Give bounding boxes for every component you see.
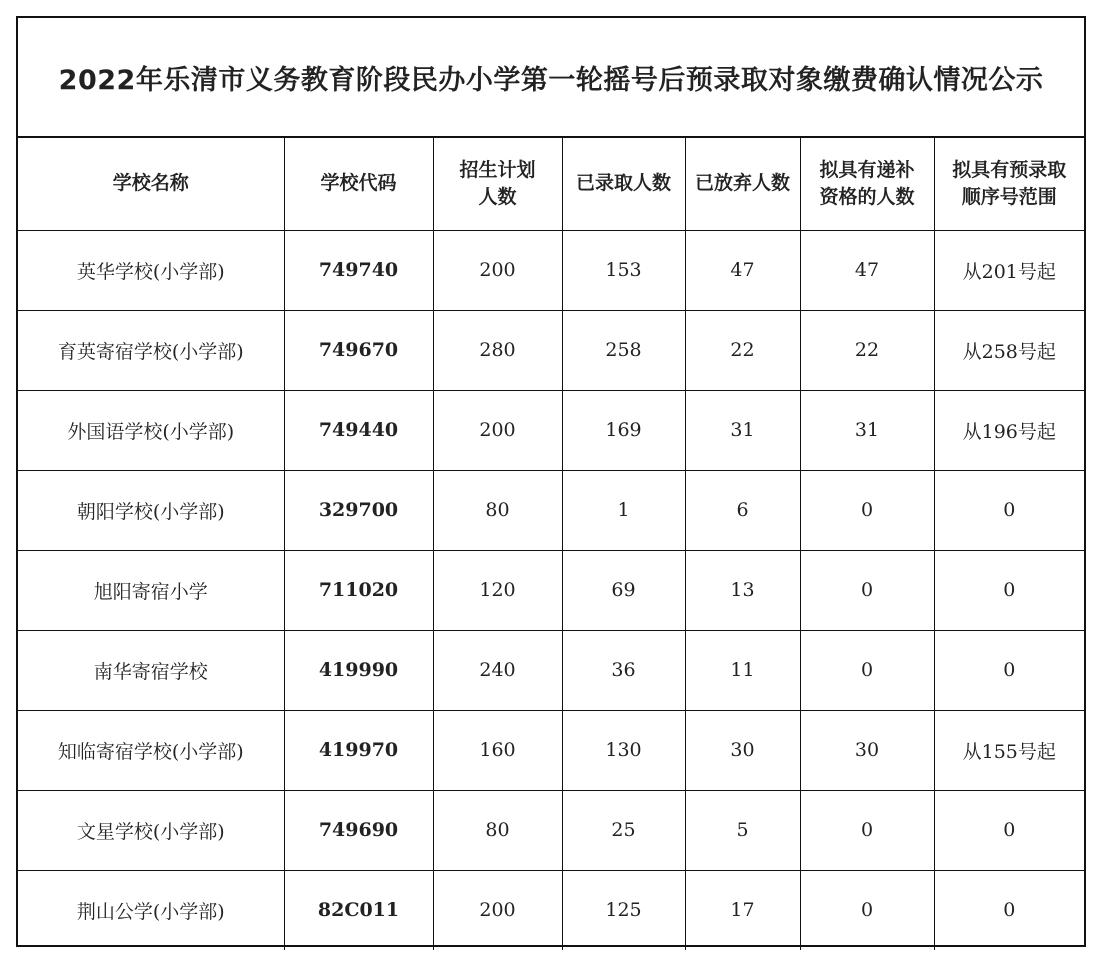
admission-table (18, 138, 1084, 950)
cell-range: 0 (934, 550, 1084, 630)
cell-eligible: 31 (800, 390, 934, 470)
cell-admitted: 169 (562, 390, 685, 470)
table-row (18, 230, 1084, 310)
header-range-line2: 顺序号范围 (961, 185, 1057, 208)
cell-school-code: 749740 (284, 230, 433, 310)
cell-admitted: 1 (562, 470, 685, 550)
table-row (18, 550, 1084, 630)
cell-school-name: 朝阳学校(小学部) (18, 470, 284, 550)
cell-school-code: 329700 (284, 470, 433, 550)
cell-school-name: 文星学校(小学部) (18, 790, 284, 870)
cell-admitted: 153 (562, 230, 685, 310)
cell-range: 0 (934, 870, 1084, 950)
cell-abandoned: 11 (685, 630, 800, 710)
cell-school-name: 南华寄宿学校 (18, 630, 284, 710)
cell-abandoned: 5 (685, 790, 800, 870)
cell-abandoned: 30 (685, 710, 800, 790)
cell-eligible: 0 (800, 630, 934, 710)
cell-admitted: 258 (562, 310, 685, 390)
table-row (18, 710, 1084, 790)
cell-eligible: 0 (800, 470, 934, 550)
cell-eligible: 30 (800, 710, 934, 790)
cell-plan: 200 (433, 230, 562, 310)
cell-range: 从196号起 (934, 390, 1084, 470)
header-admitted: 已录取人数 (562, 138, 685, 230)
cell-eligible: 22 (800, 310, 934, 390)
cell-school-code: 749670 (284, 310, 433, 390)
cell-eligible: 0 (800, 550, 934, 630)
cell-eligible: 47 (800, 230, 934, 310)
table-body (18, 230, 1084, 950)
cell-plan: 80 (433, 790, 562, 870)
cell-eligible: 0 (800, 870, 934, 950)
cell-plan: 120 (433, 550, 562, 630)
cell-school-code: 749690 (284, 790, 433, 870)
header-row (18, 138, 1084, 230)
cell-abandoned: 17 (685, 870, 800, 950)
cell-school-name: 外国语学校(小学部) (18, 390, 284, 470)
cell-school-name: 旭阳寄宿小学 (18, 550, 284, 630)
cell-plan: 160 (433, 710, 562, 790)
page-title: 2022年乐清市义务教育阶段民办小学第一轮摇号后预录取对象缴费确认情况公示 (18, 18, 1084, 138)
table-row (18, 790, 1084, 870)
cell-admitted: 125 (562, 870, 685, 950)
cell-school-code: 711020 (284, 550, 433, 630)
header-eligible (800, 138, 934, 230)
cell-school-name: 知临寄宿学校(小学部) (18, 710, 284, 790)
cell-plan: 80 (433, 470, 562, 550)
cell-admitted: 25 (562, 790, 685, 870)
cell-school-code: 419970 (284, 710, 433, 790)
cell-eligible: 0 (800, 790, 934, 870)
cell-plan: 200 (433, 390, 562, 470)
header-eligible-line2: 资格的人数 (819, 185, 915, 208)
header-abandoned: 已放弃人数 (685, 138, 800, 230)
table-row (18, 870, 1084, 950)
cell-admitted: 69 (562, 550, 685, 630)
cell-range: 从201号起 (934, 230, 1084, 310)
header-plan-line2: 人数 (478, 185, 517, 208)
cell-school-code: 82C011 (284, 870, 433, 950)
cell-abandoned: 6 (685, 470, 800, 550)
table-row (18, 630, 1084, 710)
table-row (18, 390, 1084, 470)
cell-school-name: 英华学校(小学部) (18, 230, 284, 310)
cell-school-code: 749440 (284, 390, 433, 470)
cell-plan: 200 (433, 870, 562, 950)
table-row (18, 310, 1084, 390)
cell-school-code: 419990 (284, 630, 433, 710)
header-plan-line1: 招生计划 (459, 158, 536, 181)
header-school-code: 学校代码 (284, 138, 433, 230)
header-plan (433, 138, 562, 230)
cell-admitted: 36 (562, 630, 685, 710)
header-eligible-line1: 拟具有递补 (819, 158, 915, 181)
cell-plan: 280 (433, 310, 562, 390)
cell-school-name: 育英寄宿学校(小学部) (18, 310, 284, 390)
cell-range: 0 (934, 630, 1084, 710)
cell-range: 从155号起 (934, 710, 1084, 790)
cell-abandoned: 22 (685, 310, 800, 390)
cell-school-name: 荆山公学(小学部) (18, 870, 284, 950)
cell-abandoned: 13 (685, 550, 800, 630)
cell-abandoned: 31 (685, 390, 800, 470)
cell-range: 0 (934, 470, 1084, 550)
cell-plan: 240 (433, 630, 562, 710)
cell-abandoned: 47 (685, 230, 800, 310)
header-range-line1: 拟具有预录取 (952, 158, 1067, 181)
notice-sheet (16, 16, 1086, 947)
cell-range: 从258号起 (934, 310, 1084, 390)
cell-range: 0 (934, 790, 1084, 870)
header-range (934, 138, 1084, 230)
table-row (18, 470, 1084, 550)
cell-admitted: 130 (562, 710, 685, 790)
header-school-name: 学校名称 (18, 138, 284, 230)
